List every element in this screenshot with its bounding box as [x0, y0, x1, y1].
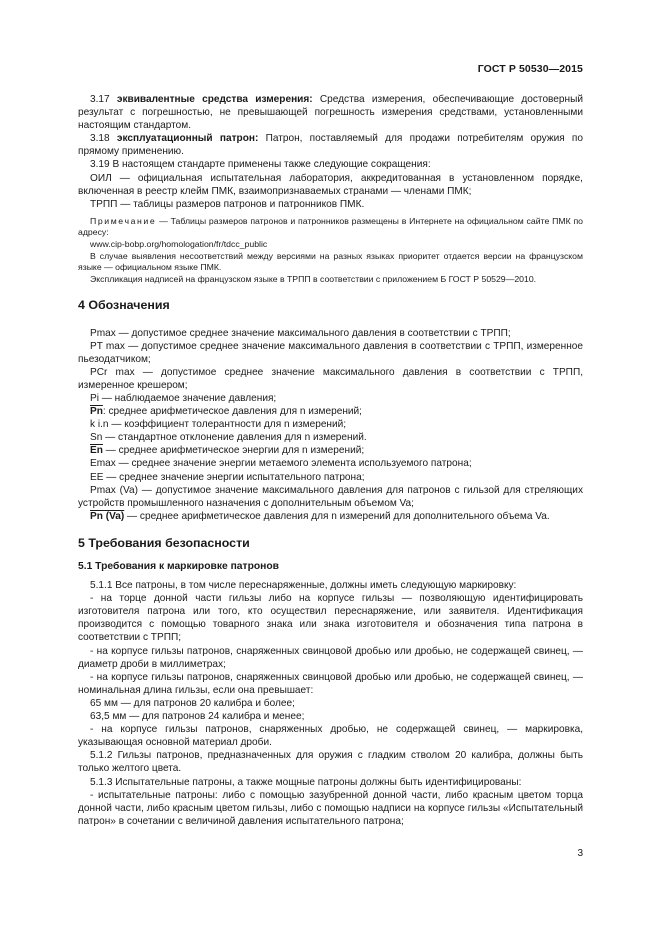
note-url: www.cip-bobp.org/homologation/fr/tdcc_public	[90, 239, 268, 250]
note-line-3: Экспликация надписей на французском языке в ТРПП в соответствии с приложением Б ГОСТ Р 50529—2010.	[90, 273, 537, 284]
term: эксплуатационный патрон:	[116, 133, 259, 145]
list-item: - испытательные патроны: либо с помощью зазубренной донной части, либо красным цветом торца донной части, либо красным цветом гильзы, либо с помощью надписи на корпусе гильзы «Испытательный патрон» в сочетании с величиной давления испытательного патрона;	[78, 789, 583, 827]
symbol-pn	[78, 405, 583, 418]
symbol: Pn (Va)	[90, 510, 125, 522]
list-item: - на корпусе гильзы патронов, снаряженных свинцовой дробью или дробью, не содержащей свинец, — номинальная длина гильзы, если она превышает:	[78, 671, 583, 696]
symbol: $\overline{Pn}$	[90, 406, 103, 418]
symbol-pn-va	[78, 510, 583, 523]
symbol-pi: Pi — наблюдаемое значение давления;	[90, 392, 277, 404]
symbol-description: — среднее арифметическое энергии для n измерений;	[102, 445, 365, 457]
list-item: 65 мм — для патронов 20 калибра и более;	[90, 697, 295, 709]
clause-5-1-2: 5.1.2 Гильзы патронов, предназначенных для оружия с гладким стволом 20 калибра, должны быть только желтого цвета.	[78, 750, 583, 775]
note	[78, 216, 583, 239]
definition-text: Патрон, поставляемый для продажи потребителям оружия по прямому применению.	[78, 133, 583, 158]
list-item: - на торце донной части гильзы либо на корпусе гильзы — позволяющую идентифицировать изготовителя патрона или того, кто осуществил переснаряжение, или заявителя. Идентификация производится с помощью товарного знака или знака изготовителя и обозначения типа патрона в соответствии с ТРПП;	[78, 593, 583, 644]
symbol-sn: Sn — стандартное отклонение давления для n измерений.	[90, 432, 367, 444]
page-number: 3	[577, 848, 583, 859]
clause-number: 3.18	[90, 133, 110, 145]
list-item: 63,5 мм — для патронов 24 калибра и менее;	[90, 711, 305, 723]
clause-5-1-3: 5.1.3 Испытательные патроны, а также мощные патроны должны быть идентифицированы:	[90, 776, 522, 788]
symbol-ee: EE — среднее значение энергии испытательного патрона;	[90, 471, 365, 483]
subsection-5-1-title: 5.1 Требования к маркировке патронов	[78, 561, 279, 572]
symbol: $\overline{En}$	[90, 445, 103, 457]
definition-3-17	[78, 93, 583, 132]
note-line-2: В случае выявления несоответствий между версиями на разных языках приоритет отдается версии на французском языке — официальном языке ПМК.	[78, 250, 583, 273]
section-5-title: 5 Требования безопасности	[78, 535, 250, 550]
clause-5-1-1: 5.1.1 Все патроны, в том числе переснаряженные, должны иметь следующую маркировку:	[90, 580, 517, 592]
abbrev-trpp: ТРПП — таблицы размеров патронов и патронников ПМК.	[90, 198, 365, 210]
term: эквивалентные средства измерения:	[116, 94, 313, 105]
symbol-description: : среднее арифметическое давления для n измерений;	[102, 406, 362, 418]
symbol-ki-n: k i.n — коэффициент толерантности для n измерений;	[90, 419, 347, 431]
clause-3-19: 3.19 В настоящем стандарте применены также следующие сокращения:	[90, 159, 431, 171]
list-item: - на корпусе гильзы патронов, снаряженных дробью, не содержащей свинец, — маркировка, указывающая основной материал дроби.	[78, 724, 583, 749]
symbol-pmax-va: Pmax (Va) — допустимое значение максимального давления для патронов с гильзой для стреляющих устройств промышленного назначения с дополнительным объемом Va;	[78, 484, 583, 509]
section-4-title: 4 Обозначения	[78, 298, 170, 313]
symbol-description: — среднее арифметическое давления для n измерений для дополнительного объема Va.	[124, 510, 550, 522]
symbol-pmax: Pmax — допустимое среднее значение максимального давления в соответствии с ТРПП;	[90, 327, 511, 339]
symbol-pcr-max: PCr max — допустимое среднее значение максимального давления в соответствии с ТРПП, измеренное крешером;	[78, 366, 583, 391]
symbol-pt-max: PT max — допустимое среднее значение максимального давления в соответствии с ТРПП, измеренное пьезодатчиком;	[78, 340, 583, 365]
abbrev-oil: ОИЛ — официальная испытательная лаборатория, аккредитованная в установленном порядке, включенная в реестр клейм ПМК, взаимопризнаваемых странами — членами ПМК;	[78, 172, 583, 197]
definition-3-18	[78, 132, 583, 158]
definition-text: Средства измерения, обеспечивающие достоверный результат с погрешностью, не превышающей погрешность измерения средствами, установленными настоящим стандартом.	[78, 94, 583, 132]
note-text: — Таблицы размеров патронов и патронников размещены в Интернете на официальном сайте ПМК по адресу:	[78, 215, 583, 238]
list-item: - на корпусе гильзы патронов, снаряженных свинцовой дробью или дробью, не содержащей свинец, — диаметр дроби в миллиметрах;	[78, 645, 583, 670]
note-label: Примечание	[90, 215, 157, 226]
symbol-emax: Emax — среднее значение энергии метаемого элемента используемого патрона;	[90, 458, 472, 470]
clause-number: 3.17	[90, 94, 110, 105]
symbol-en	[78, 444, 583, 457]
page-content	[78, 93, 583, 828]
document-header: ГОСТ Р 50530—2015	[477, 63, 583, 75]
